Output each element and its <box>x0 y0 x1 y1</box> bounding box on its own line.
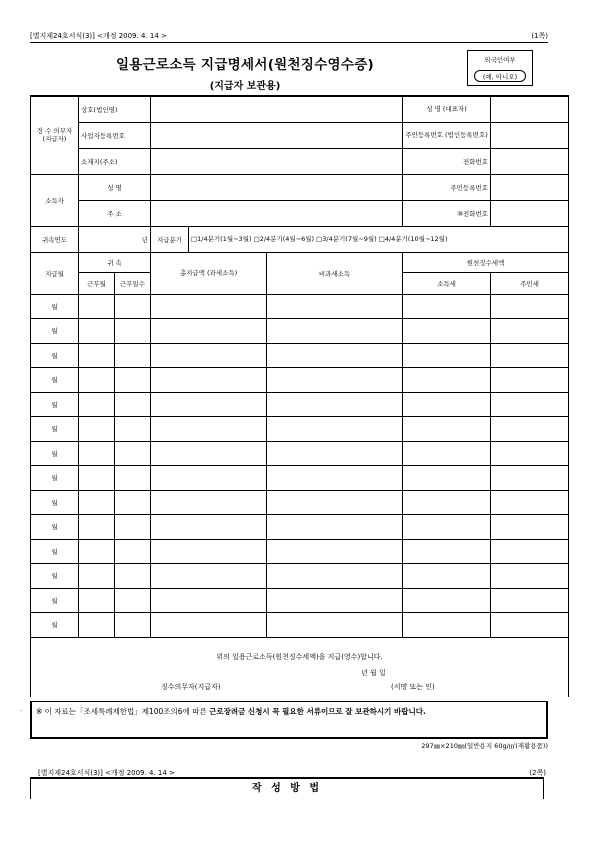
withholding-form-table <box>30 95 569 697</box>
local-tax-cell[interactable] <box>491 294 569 319</box>
pay-month-cell[interactable] <box>31 319 79 344</box>
month-unit: 월 <box>51 376 58 385</box>
month-unit: 월 <box>51 474 58 483</box>
work-days-cell[interactable] <box>115 515 151 540</box>
total-pay-cell[interactable] <box>151 515 267 540</box>
representative-field[interactable] <box>491 96 569 122</box>
table-row <box>31 588 569 613</box>
business-reg-no-label: 사업자등록번호 <box>79 122 151 148</box>
table-row <box>31 564 569 589</box>
page2-page-number: (2쪽) <box>529 769 546 777</box>
page-number: (1쪽) <box>531 32 548 40</box>
income-tax-cell[interactable] <box>403 564 491 589</box>
signature-statement: 위의 일용근로소득(원천징수세액)을 지급(영수)합니다. <box>216 652 383 661</box>
nontaxable-cell[interactable] <box>267 564 403 589</box>
signature-date[interactable]: 년 월 일 <box>361 668 386 677</box>
total-pay-cell[interactable] <box>151 319 267 344</box>
month-unit: 월 <box>51 302 58 311</box>
earner-section-label: 소득자 <box>31 174 79 226</box>
month-unit: 월 <box>51 351 58 360</box>
local-tax-cell[interactable] <box>491 319 569 344</box>
page-subtitle: (지급자 보관용) <box>209 81 281 92</box>
foreign-status-label: 외국인여부 <box>484 56 516 64</box>
work-month-cell[interactable] <box>79 294 115 319</box>
work-days-cell[interactable] <box>115 392 151 417</box>
nontaxable-cell[interactable] <box>267 392 403 417</box>
local-tax-cell[interactable] <box>491 613 569 638</box>
month-unit: 월 <box>51 327 58 336</box>
business-reg-no-field[interactable] <box>151 122 403 148</box>
payer-section-label: 징 수 의무자 (지급자) <box>31 96 79 174</box>
quarter-options[interactable]: □1/4분기(1월∼3월) □2/4분기(4월∼6월) □3/4분기(7월∼9월) □4/4분기(10월∼12월) <box>189 226 569 252</box>
work-month-cell[interactable] <box>79 417 115 442</box>
income-tax-cell[interactable] <box>403 466 491 491</box>
header-divider <box>30 42 548 43</box>
work-month-cell[interactable] <box>79 343 115 368</box>
sign-or-seal-field[interactable]: (서명 또는 인) <box>391 682 435 691</box>
pay-month-cell[interactable] <box>31 613 79 638</box>
earner-address-field[interactable] <box>151 200 403 226</box>
work-days-cell[interactable] <box>115 588 151 613</box>
pay-month-cell[interactable] <box>31 294 79 319</box>
table-row <box>31 392 569 417</box>
month-unit: 월 <box>51 425 58 434</box>
page-header <box>30 31 548 41</box>
income-tax-cell[interactable] <box>403 613 491 638</box>
total-pay-cell[interactable] <box>151 613 267 638</box>
total-pay-cell[interactable] <box>151 588 267 613</box>
work-month-cell[interactable] <box>79 588 115 613</box>
work-days-cell[interactable] <box>115 441 151 466</box>
margin-dot: · <box>20 707 23 715</box>
income-tax-cell[interactable] <box>403 539 491 564</box>
income-tax-cell[interactable] <box>403 319 491 344</box>
work-days-cell[interactable] <box>115 319 151 344</box>
work-days-cell[interactable] <box>115 539 151 564</box>
withholding-header: 원천징수세액 <box>403 252 569 272</box>
corp-reg-no-field[interactable] <box>491 122 569 148</box>
work-month-cell[interactable] <box>79 613 115 638</box>
year-unit: 년 <box>141 235 148 244</box>
work-month-header: 근무월 <box>79 272 115 294</box>
total-pay-cell[interactable] <box>151 417 267 442</box>
local-tax-header: 주민세 <box>491 272 569 294</box>
local-tax-cell[interactable] <box>491 343 569 368</box>
instructions-heading: 작 성 방 법 <box>30 777 544 799</box>
nontaxable-cell[interactable] <box>267 343 403 368</box>
year-field[interactable] <box>79 226 151 252</box>
work-days-cell[interactable] <box>115 466 151 491</box>
income-tax-cell[interactable] <box>403 417 491 442</box>
work-days-cell[interactable] <box>115 564 151 589</box>
total-pay-cell[interactable] <box>151 466 267 491</box>
address-field[interactable] <box>151 148 403 174</box>
local-tax-cell[interactable] <box>491 588 569 613</box>
payer-phone-field[interactable] <box>491 148 569 174</box>
month-unit: 월 <box>51 596 58 605</box>
page2-form-number: [별지제24호서식(3)] <개정 2009. 4. 14 > <box>38 769 175 777</box>
nontaxable-cell[interactable] <box>267 466 403 491</box>
income-tax-cell[interactable] <box>403 588 491 613</box>
month-unit: 월 <box>51 449 58 458</box>
foreign-status-box <box>467 50 533 86</box>
pay-month-cell[interactable] <box>31 343 79 368</box>
work-days-cell[interactable] <box>115 490 151 515</box>
form-number: [별지제24호서식(3)] <개정 2009. 4. 14 > <box>30 32 167 40</box>
earner-resident-no-field[interactable] <box>491 174 569 200</box>
earner-name-field[interactable] <box>151 174 403 200</box>
month-rows <box>31 294 569 637</box>
table-row <box>31 368 569 393</box>
nontaxable-cell[interactable] <box>267 515 403 540</box>
nontaxable-cell[interactable] <box>267 294 403 319</box>
nontaxable-cell[interactable] <box>267 539 403 564</box>
month-unit: 월 <box>51 523 58 532</box>
pay-month-cell[interactable] <box>31 441 79 466</box>
payer-signature-label: 징수의무자(지급자) <box>161 682 221 691</box>
work-month-cell[interactable] <box>79 539 115 564</box>
pay-month-cell[interactable] <box>31 490 79 515</box>
income-tax-header: 소득세 <box>403 272 491 294</box>
local-tax-cell[interactable] <box>491 417 569 442</box>
nontaxable-cell[interactable] <box>267 319 403 344</box>
nontaxable-cell[interactable] <box>267 417 403 442</box>
month-unit: 월 <box>51 572 58 581</box>
earner-resident-no-label: 주민등록번호 <box>403 174 491 200</box>
paper-spec: 297㎜×210㎜(일반용지 60g/㎡(재활용품)) <box>421 742 548 750</box>
work-month-cell[interactable] <box>79 515 115 540</box>
local-tax-cell[interactable] <box>491 490 569 515</box>
local-tax-cell[interactable] <box>491 539 569 564</box>
work-days-cell[interactable] <box>115 343 151 368</box>
local-tax-cell[interactable] <box>491 515 569 540</box>
quarter-label: 지급분기 <box>151 226 189 252</box>
foreign-status-choice[interactable]: (예, 아니오) <box>474 70 526 82</box>
work-month-cell[interactable] <box>79 392 115 417</box>
total-pay-cell[interactable] <box>151 392 267 417</box>
total-pay-cell[interactable] <box>151 539 267 564</box>
pay-month-cell[interactable] <box>31 564 79 589</box>
table-row <box>31 294 569 319</box>
notice-box <box>30 701 548 739</box>
income-tax-cell[interactable] <box>403 441 491 466</box>
table-row <box>31 441 569 466</box>
local-tax-cell[interactable] <box>491 441 569 466</box>
income-tax-cell[interactable] <box>403 392 491 417</box>
month-unit: 월 <box>51 400 58 409</box>
nontaxable-cell[interactable] <box>267 613 403 638</box>
work-days-header: 근무일수 <box>115 272 151 294</box>
table-row <box>31 466 569 491</box>
address-label: 소재지(주소) <box>79 148 151 174</box>
work-days-cell[interactable] <box>115 613 151 638</box>
nontaxable-cell[interactable] <box>267 368 403 393</box>
local-tax-cell[interactable] <box>491 392 569 417</box>
work-days-cell[interactable] <box>115 294 151 319</box>
income-tax-cell[interactable] <box>403 368 491 393</box>
earner-phone-label: ⑩전화번호 <box>403 200 491 226</box>
pay-month-cell[interactable] <box>31 417 79 442</box>
table-row <box>31 417 569 442</box>
work-days-cell[interactable] <box>115 417 151 442</box>
month-unit: 월 <box>51 547 58 556</box>
income-tax-cell[interactable] <box>403 515 491 540</box>
work-month-cell[interactable] <box>79 319 115 344</box>
attribution-header: 귀 속 <box>79 252 151 272</box>
pay-month-cell[interactable] <box>31 368 79 393</box>
work-month-cell[interactable] <box>79 466 115 491</box>
pay-month-cell[interactable] <box>31 588 79 613</box>
month-unit: 월 <box>51 621 58 630</box>
total-pay-cell[interactable] <box>151 441 267 466</box>
total-pay-header: 총지급액 (과세소득) <box>151 252 267 294</box>
title-block <box>30 50 460 92</box>
notice-emphasis: 근로장려금 신청시 꼭 필요한 서류이므로 잘 보관하시기 바랍니다. <box>209 707 426 716</box>
table-row <box>31 515 569 540</box>
table-row <box>31 539 569 564</box>
table-row <box>31 319 569 344</box>
total-pay-cell[interactable] <box>151 343 267 368</box>
earner-name-label: 성 명 <box>79 174 151 200</box>
earner-phone-field[interactable] <box>491 200 569 226</box>
income-tax-cell[interactable] <box>403 343 491 368</box>
representative-label: 성 명 (대표자) <box>403 96 491 122</box>
income-tax-cell[interactable] <box>403 490 491 515</box>
nontaxable-cell[interactable] <box>267 588 403 613</box>
pay-month-cell[interactable] <box>31 392 79 417</box>
total-pay-cell[interactable] <box>151 564 267 589</box>
total-pay-cell[interactable] <box>151 368 267 393</box>
corp-reg-no-label: 주민등록번호 (법인등록번호) <box>403 122 491 148</box>
year-label: 귀속연도 <box>31 226 79 252</box>
nontaxable-header: 비과세소득 <box>267 252 403 294</box>
total-pay-cell[interactable] <box>151 490 267 515</box>
pay-month-cell[interactable] <box>31 466 79 491</box>
month-unit: 월 <box>51 498 58 507</box>
local-tax-cell[interactable] <box>491 564 569 589</box>
local-tax-cell[interactable] <box>491 466 569 491</box>
signature-block <box>31 637 569 697</box>
signature-line <box>31 682 568 694</box>
table-row <box>31 490 569 515</box>
work-days-cell[interactable] <box>115 368 151 393</box>
business-name-field[interactable] <box>151 96 403 122</box>
pay-month-header: 지급월 <box>31 252 79 294</box>
business-name-label: 상호(법인명) <box>79 96 151 122</box>
work-month-cell[interactable] <box>79 368 115 393</box>
income-tax-cell[interactable] <box>403 294 491 319</box>
work-month-cell[interactable] <box>79 490 115 515</box>
earner-address-label: 주 소 <box>79 200 151 226</box>
total-pay-cell[interactable] <box>151 294 267 319</box>
work-month-cell[interactable] <box>79 441 115 466</box>
nontaxable-cell[interactable] <box>267 441 403 466</box>
notice-text: ※ 이 자료는「조세특례제한법」제100조의6에 따른 <box>36 707 210 716</box>
table-row <box>31 613 569 638</box>
nontaxable-cell[interactable] <box>267 490 403 515</box>
work-month-cell[interactable] <box>79 564 115 589</box>
table-row <box>31 343 569 368</box>
page-title: 일용근로소득 지급명세서(원천징수영수증) <box>115 57 375 73</box>
pay-month-cell[interactable] <box>31 515 79 540</box>
pay-month-cell[interactable] <box>31 539 79 564</box>
payer-phone-label: 전화번호 <box>403 148 491 174</box>
local-tax-cell[interactable] <box>491 368 569 393</box>
